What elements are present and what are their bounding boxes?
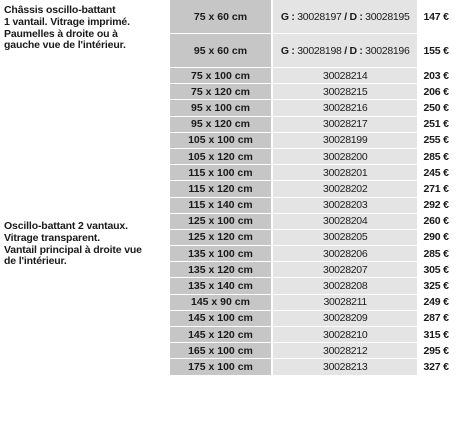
label-line: Vitrage transparent.: [4, 231, 101, 244]
table-row: [170, 181, 466, 197]
label-line: Oscillo-battant 2 vantaux.: [4, 220, 128, 232]
price-cell: 290 €: [417, 229, 466, 245]
right-ref: 30028196: [365, 44, 410, 57]
size-cell: 115 x 100 cm: [170, 165, 272, 181]
price-cell: 325 €: [417, 278, 466, 294]
table-row: [170, 246, 466, 262]
table-row: [170, 197, 466, 213]
size-cell: 135 x 140 cm: [170, 278, 272, 294]
table-row: [170, 34, 466, 68]
price-cell: 271 €: [417, 181, 466, 197]
ref-cell: 30028205: [272, 229, 418, 245]
size-cell: 95 x 100 cm: [170, 100, 272, 116]
price-cell: 327 €: [417, 359, 466, 375]
ref-cell: 30028202: [272, 181, 418, 197]
price-cell: 251 €: [417, 116, 466, 132]
table-row: [170, 116, 466, 132]
price-cell: 285 €: [417, 246, 466, 262]
size-cell: 105 x 100 cm: [170, 132, 272, 148]
ref-cell: 30028209: [272, 310, 418, 326]
left-ref: 30028197: [297, 10, 342, 23]
right-prefix: D :: [349, 10, 363, 23]
price-cell: 206 €: [417, 84, 466, 100]
size-cell: 75 x 120 cm: [170, 84, 272, 100]
group-label-double-sash: [4, 221, 164, 268]
left-prefix: G :: [280, 44, 295, 57]
ref-cell: 30028215: [272, 84, 418, 100]
table-row: [170, 100, 466, 116]
table-row: [170, 343, 466, 359]
size-cell: 95 x 120 cm: [170, 116, 272, 132]
ref-cell: 30028208: [272, 278, 418, 294]
label-line: Châssis oscillo-battant: [4, 4, 116, 16]
label-line: 1 vantail. Vitrage imprimé.: [4, 15, 130, 28]
price-cell: 260 €: [417, 213, 466, 229]
table-row: [170, 310, 466, 326]
size-cell: 165 x 100 cm: [170, 343, 272, 359]
size-cell: 105 x 120 cm: [170, 148, 272, 164]
ref-cell: 30028216: [272, 100, 418, 116]
ref-cell: [272, 34, 418, 68]
table-row: [170, 359, 466, 375]
label-line: gauche vue de l'intérieur.: [4, 39, 126, 52]
price-cell: 295 €: [417, 343, 466, 359]
table-row: [170, 0, 466, 34]
price-cell: 203 €: [417, 68, 466, 84]
price-cell: 147 €: [417, 0, 466, 34]
ref-cell: 30028210: [272, 327, 418, 343]
label-line: de l'intérieur.: [4, 255, 67, 268]
table-row: [170, 165, 466, 181]
price-cell: 255 €: [417, 132, 466, 148]
size-cell: 125 x 100 cm: [170, 213, 272, 229]
left-ref: 30028198: [297, 44, 342, 57]
ref-cell: 30028214: [272, 68, 418, 84]
table-row: [170, 132, 466, 148]
size-cell: 135 x 120 cm: [170, 262, 272, 278]
size-cell: 145 x 120 cm: [170, 327, 272, 343]
table-row: [170, 278, 466, 294]
table-row: [170, 262, 466, 278]
ref-cell: 30028204: [272, 213, 418, 229]
price-table: [170, 0, 466, 376]
size-cell: 125 x 120 cm: [170, 229, 272, 245]
price-cell: 285 €: [417, 148, 466, 164]
label-line: Paumelles à droite ou à: [4, 27, 118, 40]
size-cell: 115 x 140 cm: [170, 197, 272, 213]
group-label-single-sash: [4, 5, 164, 52]
ref-separator: /: [344, 44, 347, 57]
table-row: [170, 229, 466, 245]
table-row: [170, 213, 466, 229]
table-row: [170, 84, 466, 100]
ref-cell: 30028200: [272, 148, 418, 164]
size-cell: 75 x 100 cm: [170, 68, 272, 84]
ref-cell: 30028201: [272, 165, 418, 181]
ref-cell: 30028206: [272, 246, 418, 262]
label-line: Vantail principal à droite vue: [4, 243, 142, 256]
table-row: [170, 294, 466, 310]
ref-cell: 30028212: [272, 343, 418, 359]
right-prefix: D :: [349, 44, 363, 57]
size-cell: 95 x 60 cm: [170, 34, 272, 68]
ref-cell: [272, 0, 418, 34]
ref-separator: /: [344, 10, 347, 23]
size-cell: 135 x 100 cm: [170, 246, 272, 262]
size-cell: 115 x 120 cm: [170, 181, 272, 197]
size-cell: 175 x 100 cm: [170, 359, 272, 375]
ref-cell: 30028199: [272, 132, 418, 148]
right-ref: 30028195: [365, 10, 410, 23]
size-cell: 145 x 100 cm: [170, 310, 272, 326]
ref-cell: 30028203: [272, 197, 418, 213]
price-cell: 292 €: [417, 197, 466, 213]
price-cell: 315 €: [417, 327, 466, 343]
price-cell: 155 €: [417, 34, 466, 68]
table-row: [170, 148, 466, 164]
table-row: [170, 327, 466, 343]
ref-cell: 30028213: [272, 359, 418, 375]
ref-cell: 30028207: [272, 262, 418, 278]
ref-cell: 30028211: [272, 294, 418, 310]
price-cell: 245 €: [417, 165, 466, 181]
size-cell: 145 x 90 cm: [170, 294, 272, 310]
left-prefix: G :: [280, 10, 295, 23]
price-cell: 249 €: [417, 294, 466, 310]
price-cell: 287 €: [417, 310, 466, 326]
price-cell: 250 €: [417, 100, 466, 116]
price-cell: 305 €: [417, 262, 466, 278]
table-row: [170, 68, 466, 84]
ref-cell: 30028217: [272, 116, 418, 132]
size-cell: 75 x 60 cm: [170, 0, 272, 34]
